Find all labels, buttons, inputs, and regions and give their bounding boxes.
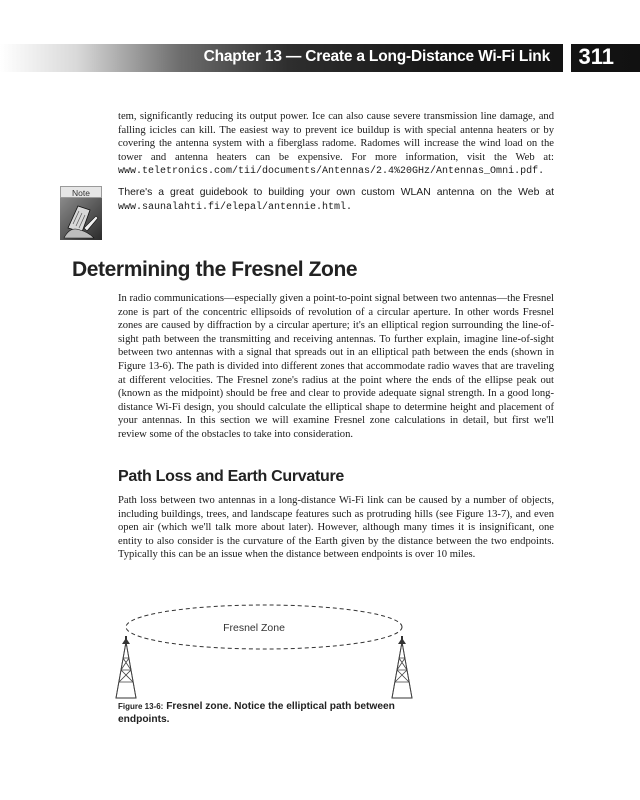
note-url: www.saunalahti.fi/elepal/antennie.html. xyxy=(118,202,353,213)
fresnel-figure xyxy=(104,594,424,700)
note-text xyxy=(118,186,554,215)
note-hand-icon xyxy=(60,198,102,240)
fresnel-paragraph xyxy=(118,292,554,442)
note-label: Note xyxy=(60,186,102,198)
antenna-tower-icon xyxy=(392,636,412,698)
figure-caption xyxy=(118,700,418,726)
note-badge xyxy=(60,186,102,240)
intro-text: tem, significantly reducing its output power. Ice can also cause severe transmission line damage, and falling icicles can kill. The easiest way to prevent ice buildup is with special antenna heaters or by covering the antenna system with a fiberglass radome. Radomes will increase the wind load on the tower and antenna heaters can be expensive. For more information, visit the Web at: xyxy=(118,111,554,163)
figure-caption-text: Fresnel zone. Notice the elliptical path between endpoints. xyxy=(118,701,395,725)
section-heading-path-loss: Path Loss and Earth Curvature xyxy=(118,468,345,485)
section-heading-fresnel: Determining the Fresnel Zone xyxy=(72,258,358,281)
page-number: 311 xyxy=(578,44,614,69)
fresnel-paragraph-text: In radio communications—especially given a point-to-point signal between two antennas—the Fresnel zone is part of the concentric ellipsoids of revolution of a circular aperture. In other words Fresnel zones are caused by diffraction by a circular aperture; it's an elliptical region surrounding the line-of-sight path between the transmitting and receiving antennas. To further explain, imagine line-of-sight between two antennas with a signal that spreads out in an elliptical path between the ends (shown in Figure 13-6). The path is divided into different zones that accommodate radio waves that are traveling at different velocities. The Fresnel zone's radius at the point where the ends of the ellipse peak out (known as the midpoint) should be free and clear to provide adequate signal strength. In a good long-distance Wi-Fi design, you should calculate the elliptical shape to determine height and placement of your antennas. In this section we will examine Fresnel zone calculations in detail, but first we'll review some of the obstacles to take into consideration. xyxy=(118,293,554,440)
intro-url: www.teletronics.com/tii/documents/Antennas/2.4%20GHz/Antennas_Omni.pdf. xyxy=(118,166,545,178)
note-body: There's a great guidebook to building your own custom WLAN antenna on the Web at xyxy=(118,187,554,198)
antenna-tower-icon xyxy=(116,636,136,698)
path-loss-paragraph-text: Path loss between two antennas in a long-distance Wi-Fi link can be caused by a number of objects, including buildings, trees, and landscape features such as protruding hills (see Figure 13-7), and even open air (which we'll talk more about later). However, although many times it is insignificant, one entity to also consider is the curvature of the Earth given by the distance between the two endpoints. Typically this can be an issue when the distance between endpoints is over 10 miles. xyxy=(118,495,554,561)
chapter-title: Chapter 13 — Create a Long-Distance Wi-Fi Link xyxy=(203,48,550,65)
path-loss-paragraph xyxy=(118,494,554,562)
running-header xyxy=(0,44,640,72)
figure-label: Figure 13-6: xyxy=(118,702,164,711)
header-divider xyxy=(563,44,571,72)
fresnel-zone-label: Fresnel Zone xyxy=(223,622,285,634)
intro-paragraph xyxy=(118,110,554,179)
